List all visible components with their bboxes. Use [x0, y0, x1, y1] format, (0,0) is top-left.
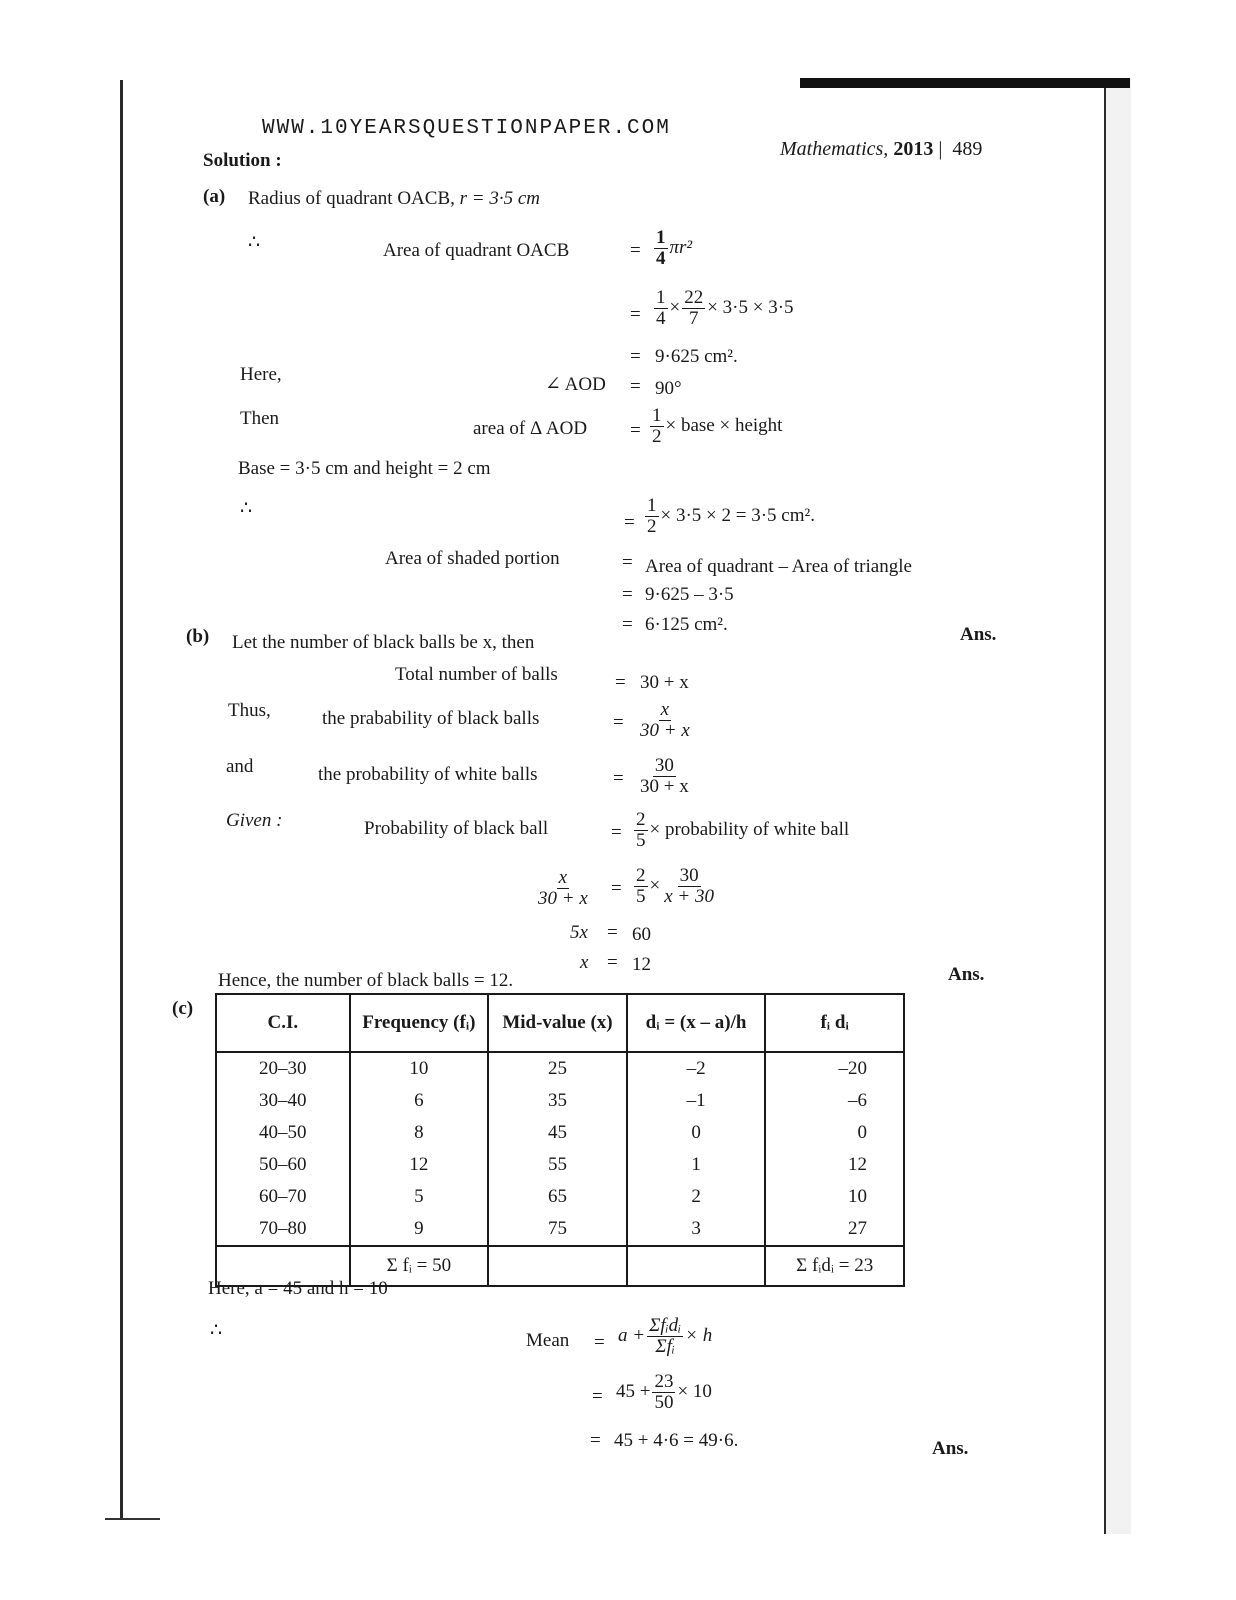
table-row: [216, 1052, 904, 1085]
numerator: 1: [656, 287, 666, 308]
table-cell: 9: [350, 1213, 489, 1246]
therefore-symbol: ∴: [240, 498, 253, 519]
table-cell: 40–50: [216, 1117, 350, 1149]
table-cell: [488, 1246, 627, 1286]
equals-sign: =: [622, 584, 633, 605]
table-cell: 8: [350, 1117, 489, 1149]
equals-sign: =: [611, 878, 622, 899]
equals-sign: =: [630, 376, 641, 397]
equals-sign: =: [613, 768, 624, 789]
table-cell: 50–60: [216, 1149, 350, 1181]
table-cell: 6: [350, 1085, 489, 1117]
fraction: [638, 700, 692, 741]
step-pre: 45 +: [616, 1380, 651, 1402]
fraction-two-fifths: [634, 866, 648, 907]
table-cell: 0: [627, 1117, 766, 1149]
numerator: Σfᵢdᵢ: [649, 1315, 682, 1336]
answer-mark: Ans.: [932, 1438, 969, 1459]
radius-value: r = 3·5 cm: [459, 188, 540, 209]
table-cell: 30–40: [216, 1085, 350, 1117]
denominator: 5: [636, 830, 646, 851]
table-cell: –6: [765, 1085, 904, 1117]
sum-frequency: Σ fᵢ = 50: [350, 1246, 489, 1286]
fraction-quarter: [654, 228, 668, 269]
table-cell: 35: [488, 1085, 627, 1117]
numerator: 2: [636, 809, 646, 830]
given-statement-label: Probability of black ball: [364, 818, 549, 839]
denominator: 7: [688, 308, 699, 329]
then-label: Then: [240, 408, 280, 429]
mean-label: Mean: [526, 1330, 570, 1351]
sum-fd: Σ fᵢdᵢ = 23: [765, 1246, 904, 1286]
scan-left-edge: [120, 80, 123, 1520]
thus-label: Thus,: [228, 700, 271, 721]
part-c-label: (c): [172, 998, 194, 1019]
black-probability-fraction: [636, 700, 694, 741]
numerator: 1: [652, 405, 662, 426]
mean-substitution: [616, 1372, 712, 1413]
fraction-half: [645, 496, 659, 537]
fraction-quarter: [654, 288, 668, 329]
table-cell: 65: [488, 1181, 627, 1213]
equals-sign: =: [622, 614, 633, 635]
equals-sign: =: [630, 304, 641, 325]
denominator: 30 + x: [640, 720, 690, 741]
table-row: [216, 1117, 904, 1149]
denominator: 4: [656, 308, 666, 329]
equals-sign: =: [622, 552, 633, 573]
equation-lhs: [534, 868, 592, 909]
fraction-two-fifths: [634, 810, 648, 851]
frequency-table: [215, 993, 905, 1287]
fraction-pi: [682, 288, 705, 329]
step-post: × 10: [677, 1380, 712, 1402]
numerator: x: [558, 867, 568, 888]
denominator: 30 + x: [538, 888, 588, 909]
equals-sign: =: [594, 1332, 605, 1353]
triangle-calculation: [643, 496, 815, 537]
table-row: [216, 1085, 904, 1117]
here-values: Here, a = 45 and h = 10: [208, 1278, 388, 1299]
shaded-area-label: Area of shaded portion: [385, 548, 560, 569]
calc-tail: × 3·5 × 3·5: [707, 296, 794, 318]
area-calculation: [652, 288, 794, 329]
given-label: Given :: [226, 810, 283, 831]
step-lhs: 5x: [570, 922, 588, 943]
triangle-formula: [648, 406, 782, 447]
formula-post: × h: [685, 1324, 713, 1346]
total-balls-value: 30 + x: [640, 672, 689, 693]
intro-text: Radius of quadrant OACB,: [248, 188, 460, 209]
mean-result: 45 + 4·6 = 49·6.: [614, 1430, 739, 1451]
table-cell: 45: [488, 1117, 627, 1149]
equals-sign: =: [592, 1386, 603, 1407]
numerator: 1: [647, 495, 657, 516]
header-year: 2013: [893, 138, 934, 160]
times-sign: ×: [669, 296, 681, 318]
header-separator: |: [938, 138, 943, 160]
equals-sign: =: [630, 240, 641, 261]
part-b-intro: Let the number of black balls be x, then: [232, 632, 535, 653]
table-cell: 3: [627, 1213, 766, 1246]
shaded-area-result: 6·125 cm².: [645, 614, 728, 635]
scan-right-edge: [1104, 78, 1131, 1534]
equals-sign: =: [630, 346, 641, 367]
total-balls-label: Total number of balls: [395, 664, 558, 685]
equation-rhs: [632, 866, 718, 907]
part-b-label: (b): [186, 626, 210, 647]
solution-heading: Solution :: [203, 150, 282, 171]
table-cell: 75: [488, 1213, 627, 1246]
denominator: 50: [654, 1392, 674, 1413]
fraction: [652, 1372, 675, 1413]
step-lhs: x: [580, 952, 589, 973]
equals-sign: =: [613, 712, 624, 733]
white-probability-label: the probability of white balls: [318, 764, 538, 785]
table-cell: –1: [627, 1085, 766, 1117]
table-cell: 12: [350, 1149, 489, 1181]
header-subject: Mathematics,: [780, 138, 889, 160]
denominator: 2: [647, 516, 657, 537]
given-tail: × probability of white ball: [649, 818, 850, 840]
table-cell: 10: [765, 1181, 904, 1213]
therefore-symbol: ∴: [210, 1320, 223, 1341]
running-header: [780, 138, 982, 160]
numerator: 30: [679, 865, 699, 886]
quadrant-area-result: 9·625 cm².: [655, 346, 738, 367]
triangle-area-label: area of Δ AOD: [473, 418, 588, 439]
fraction-half: [650, 406, 664, 447]
denominator: Σfᵢ: [655, 1336, 675, 1357]
page-number: 489: [952, 138, 983, 160]
table-row: [216, 1181, 904, 1213]
part-b-conclusion: Hence, the number of black balls = 12.: [218, 970, 514, 991]
table-cell: 1: [627, 1149, 766, 1181]
equals-sign: =: [607, 922, 618, 943]
white-probability-fraction: [636, 756, 693, 797]
table-cell: 60–70: [216, 1181, 350, 1213]
pi-r-squared: πr²: [669, 236, 693, 258]
calc-tail: × 3·5 × 2 = 3·5 cm².: [660, 504, 815, 526]
header-product: fᵢ dᵢ: [765, 994, 904, 1052]
equals-sign: =: [590, 1430, 601, 1451]
table-cell: –2: [627, 1052, 766, 1085]
fraction: [536, 868, 590, 909]
table-header-row: [216, 994, 904, 1052]
fraction: [647, 1316, 683, 1357]
part-a-intro: [248, 188, 540, 210]
table-cell: 55: [488, 1149, 627, 1181]
header-ci: C.I.: [216, 994, 350, 1052]
shaded-area-calc: 9·625 – 3·5: [645, 584, 734, 605]
area-formula: [652, 228, 692, 269]
denominator: x + 30: [664, 886, 714, 907]
numerator: 1: [656, 227, 666, 248]
table-cell: 20–30: [216, 1052, 350, 1085]
denominator: 5: [636, 886, 646, 907]
formula-pre: a +: [618, 1324, 646, 1346]
table-cell: [627, 1246, 766, 1286]
table-cell: 2: [627, 1181, 766, 1213]
given-statement: [632, 810, 849, 851]
header-frequency: Frequency (fᵢ): [350, 994, 489, 1052]
angle-value: 90°: [655, 378, 682, 399]
shaded-area-formula: Area of quadrant – Area of triangle: [645, 556, 912, 577]
header-deviation: dᵢ = (x – a)/h: [627, 994, 766, 1052]
equals-sign: =: [615, 672, 626, 693]
numerator: 22: [684, 287, 704, 308]
part-a-label: (a): [203, 186, 226, 207]
denominator: 4: [656, 248, 666, 269]
equals-sign: =: [624, 512, 635, 533]
numerator: 30: [654, 755, 674, 776]
bottom-rule: [105, 1518, 160, 1520]
equals-sign: =: [607, 952, 618, 973]
times-sign: ×: [649, 874, 661, 896]
table-cell: 70–80: [216, 1213, 350, 1246]
table-cell: 25: [488, 1052, 627, 1085]
fraction: [662, 866, 716, 907]
header-mid-value: Mid-value (x): [488, 994, 627, 1052]
numerator: 23: [654, 1371, 674, 1392]
denominator: 2: [652, 426, 662, 447]
equals-sign: =: [630, 420, 641, 441]
and-label: and: [226, 756, 254, 777]
watermark-url: WWW.10YEARSQUESTIONPAPER.COM: [262, 117, 671, 140]
denominator: 30 + x: [640, 776, 689, 797]
table-cell: 5: [350, 1181, 489, 1213]
fraction: [638, 756, 691, 797]
equals-sign: =: [611, 822, 622, 843]
top-rule: [800, 78, 1130, 88]
step-rhs: 12: [632, 954, 651, 975]
step-rhs: 60: [632, 924, 651, 945]
angle-label: ∠ AOD: [545, 374, 606, 395]
table-row: [216, 1213, 904, 1246]
mean-formula: [618, 1316, 712, 1357]
formula-tail: × base × height: [665, 414, 783, 436]
answer-mark: Ans.: [948, 964, 985, 985]
table-cell: –20: [765, 1052, 904, 1085]
table-cell: 0: [765, 1117, 904, 1149]
therefore-symbol: ∴: [248, 232, 261, 253]
numerator: 2: [636, 865, 646, 886]
table-cell: 12: [765, 1149, 904, 1181]
table-cell: 27: [765, 1213, 904, 1246]
numerator: x: [660, 699, 670, 720]
area-quadrant-label: Area of quadrant OACB: [383, 240, 570, 261]
black-probability-label: the prabability of black balls: [322, 708, 540, 729]
table-row: [216, 1149, 904, 1181]
base-height-statement: Base = 3·5 cm and height = 2 cm: [238, 458, 491, 479]
table-cell: 10: [350, 1052, 489, 1085]
answer-mark: Ans.: [960, 624, 997, 645]
here-label: Here,: [240, 364, 282, 385]
